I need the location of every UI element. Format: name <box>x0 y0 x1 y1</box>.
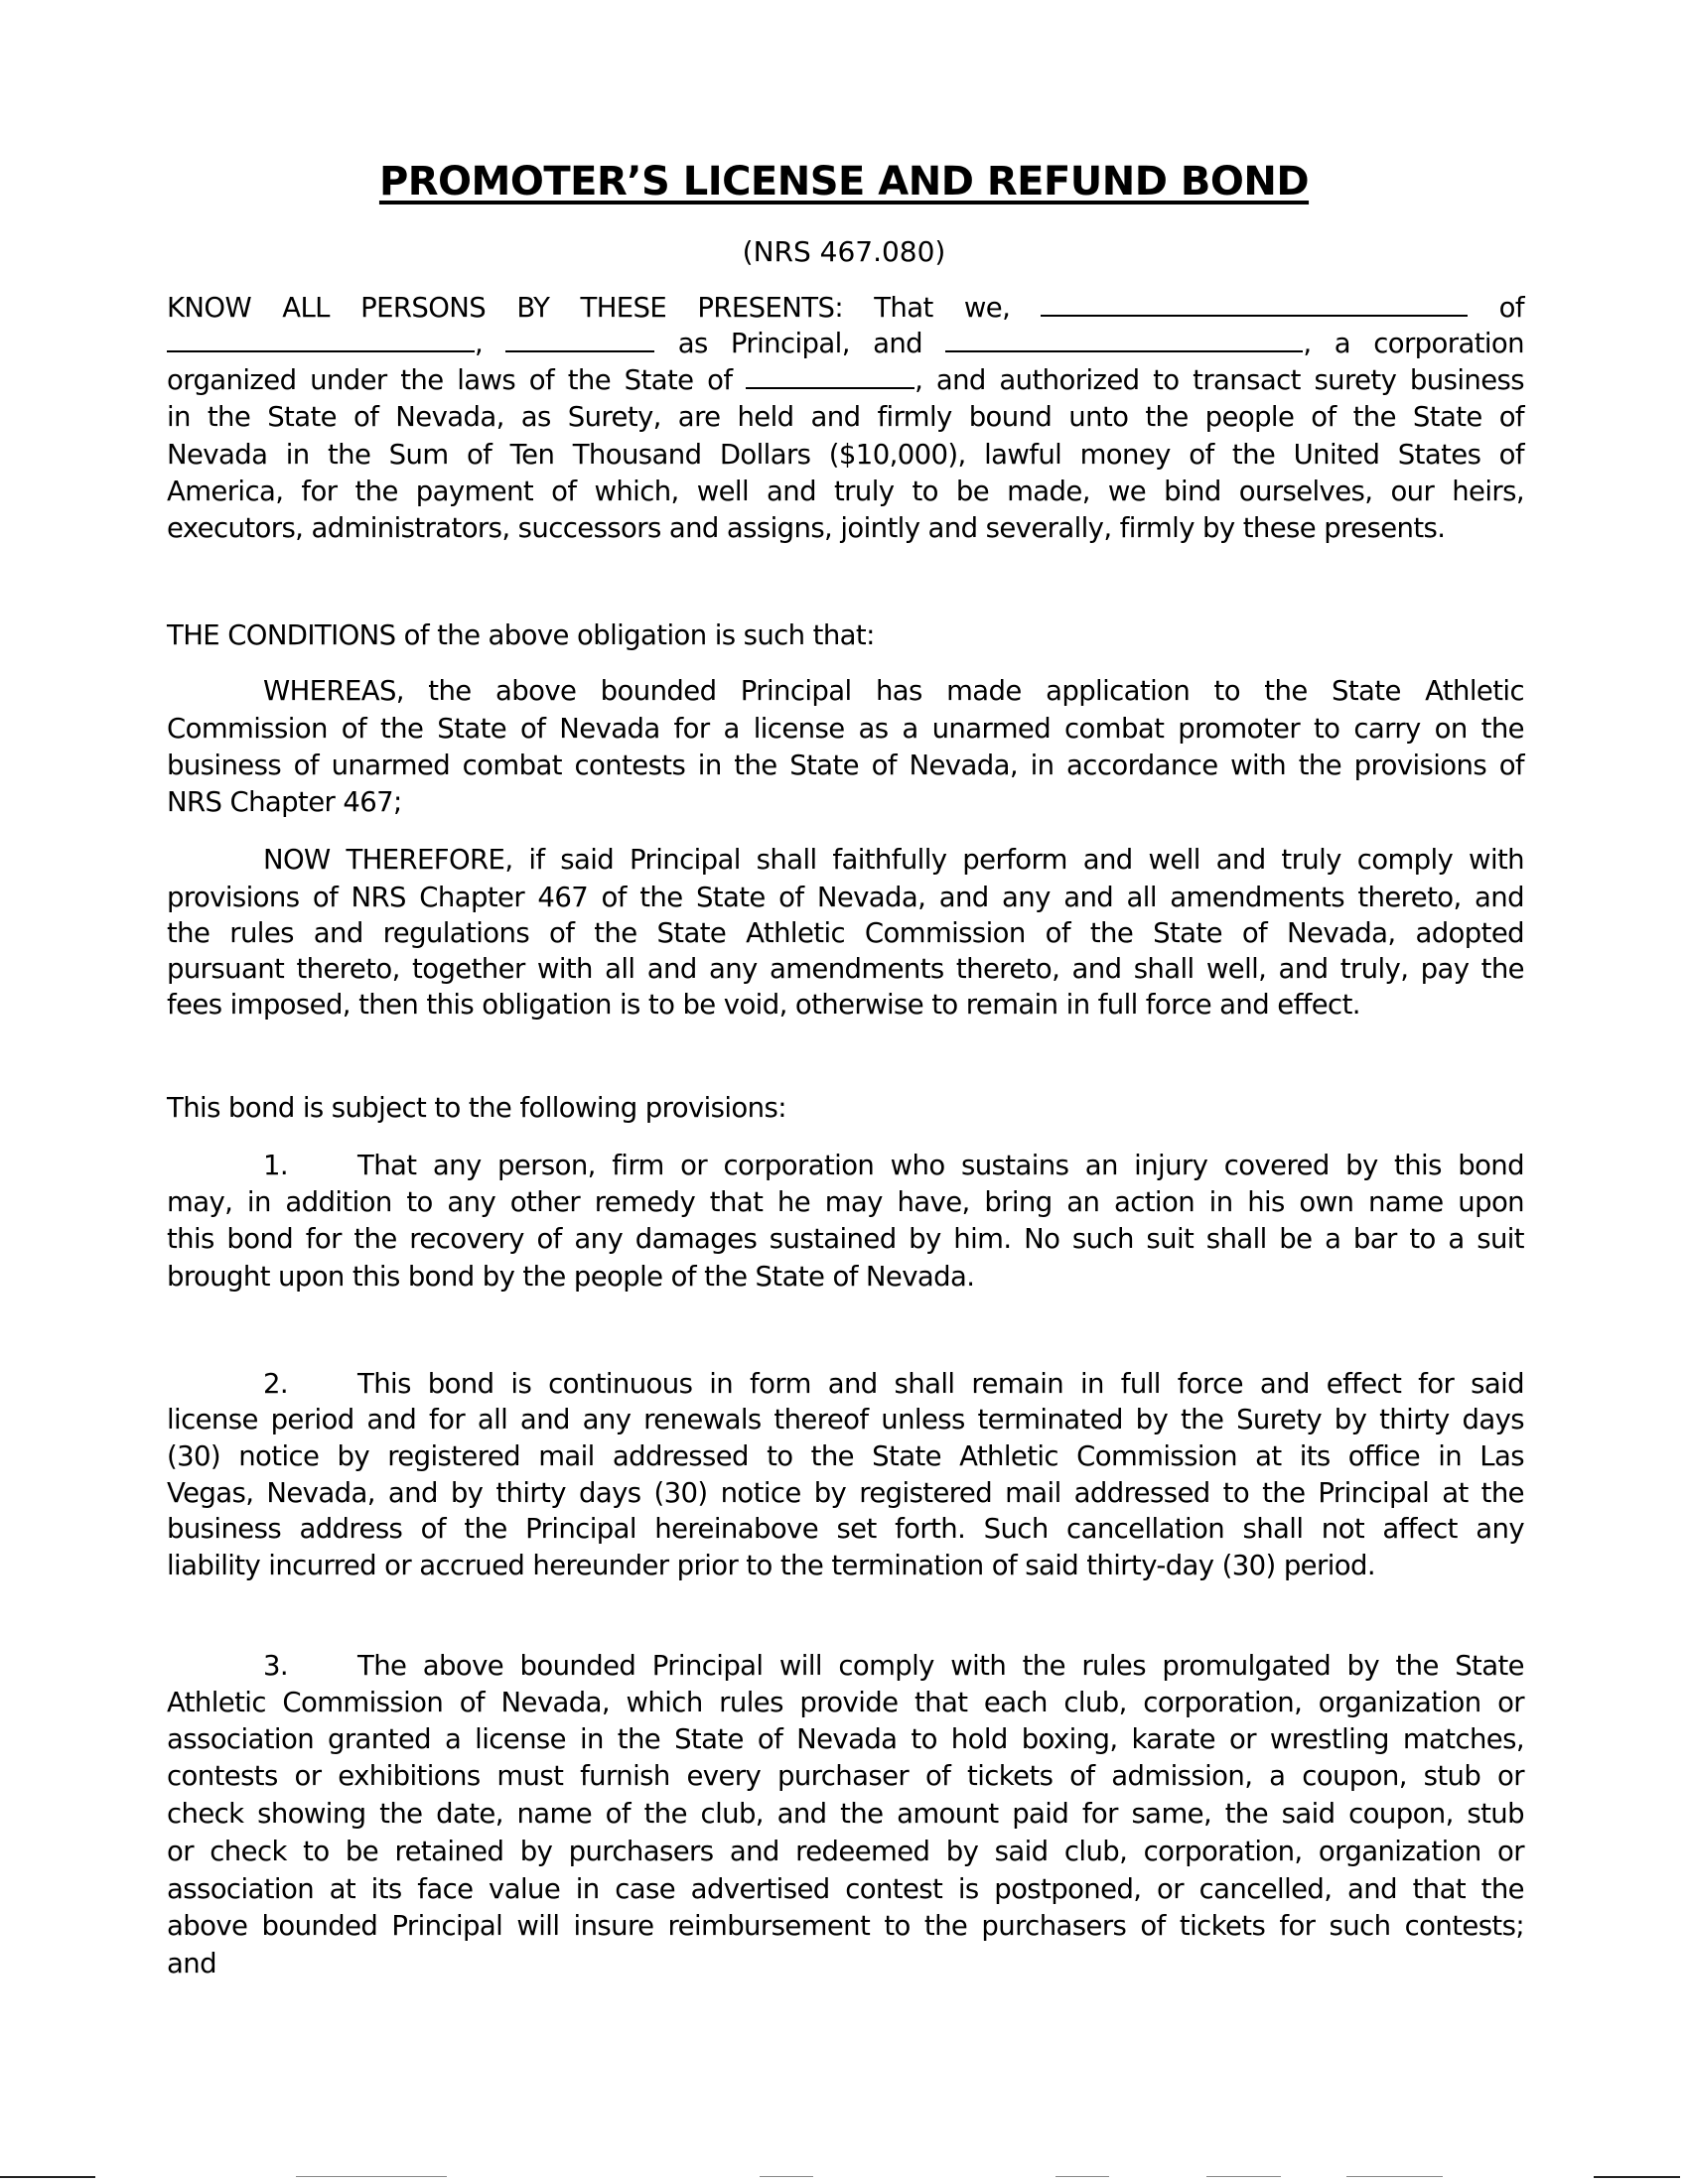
scan-artifact-line <box>1346 2176 1443 2177</box>
now-therefore-line: NOW THEREFORE, if said Principal shall faithfully perform and well and truly comply with <box>263 844 1524 876</box>
now-therefore-line: fees imposed, then this obligation is to be void, otherwise to remain in full force and effect. <box>167 989 1360 1021</box>
provision-3-line: or check to be retained by purchasers and redeemed by said club, corporation, organization or <box>167 1836 1524 1867</box>
preamble-line: America, for the payment of which, well and truly to be made, we bind ourselves, our heirs, <box>167 476 1524 507</box>
scan-artifact-line <box>760 2176 813 2177</box>
provision-3-first-line <box>167 1648 1524 1684</box>
whereas-line: WHEREAS, the above bounded Principal has made application to the State Athletic <box>263 675 1524 707</box>
principal-name-field[interactable] <box>1041 291 1468 317</box>
conditions-heading: THE CONDITIONS of the above obligation is such that: <box>167 619 875 651</box>
whereas-line: Commission of the State of Nevada for a license as a unarmed combat promoter to carry on the <box>167 713 1524 745</box>
preamble-line: executors, administrators, successors and assigns, jointly and severally, firmly by these presents. <box>167 512 1446 544</box>
preamble-line-3 <box>167 362 1524 398</box>
whereas-line: NRS Chapter 467; <box>167 786 402 818</box>
provision-number: 1. <box>263 1150 289 1181</box>
provision-2-line: license period and for all and any renewals thereof unless terminated by the Surety by thirty days <box>167 1404 1524 1435</box>
provision-3-line: check showing the date, name of the club, and the amount paid for same, the said coupon, stub <box>167 1798 1524 1830</box>
preamble-line-2 <box>167 326 1524 361</box>
provision-2-first-line <box>167 1366 1524 1402</box>
surety-name-field[interactable] <box>945 327 1303 352</box>
principal-state-field[interactable] <box>505 327 654 352</box>
provision-3-line: association at its face value in case advertised contest is postponed, or cancelled, and that the <box>167 1873 1524 1905</box>
preamble-text: as Principal, and <box>677 328 923 359</box>
provision-2-line: liability incurred or accrued hereunder prior to the termination of said thirty-day (30) period. <box>167 1550 1375 1581</box>
provision-number: 3. <box>263 1650 289 1682</box>
preamble-line: in the State of Nevada, as Surety, are held and firmly bound unto the people of the State of <box>167 401 1524 433</box>
whereas-line: business of unarmed combat contests in the State of Nevada, in accordance with the provisions of <box>167 750 1524 781</box>
comma: , <box>475 328 484 359</box>
preamble-text: KNOW ALL PERSONS BY THESE PRESENTS: That we, <box>167 292 1011 324</box>
preamble-text: organized under the laws of the State of <box>167 364 733 396</box>
surety-state-field[interactable] <box>746 363 914 389</box>
provision-1-line: brought upon this bond by the people of the State of Nevada. <box>167 1261 975 1293</box>
document-title <box>0 157 1688 206</box>
provision-text: This bond is continuous in form and shall remain in full force and effect for said <box>357 1368 1524 1400</box>
provision-3-line: Athletic Commission of Nevada, which rules provide that each club, corporation, organization or <box>167 1687 1524 1718</box>
preamble-text: of <box>1498 292 1524 324</box>
preamble-line: Nevada in the Sum of Ten Thousand Dollars ($10,000), lawful money of the United States of <box>167 439 1524 471</box>
now-therefore-line: pursuant thereto, together with all and any amendments thereto, and shall well, and truly, pay the <box>167 953 1524 985</box>
scan-artifact-line <box>1055 2176 1109 2177</box>
provision-2-line: Vegas, Nevada, and by thirty days (30) notice by registered mail addressed to the Principal at the <box>167 1477 1524 1509</box>
provision-3-line: above bounded Principal will insure reimbursement to the purchasers of tickets for such contests; <box>167 1910 1524 1942</box>
provision-text: The above bounded Principal will comply with the rules promulgated by the State <box>357 1650 1524 1682</box>
provision-number: 2. <box>263 1368 289 1400</box>
provision-2-line: business address of the Principal hereinabove set forth. Such cancellation shall not affect any <box>167 1513 1524 1545</box>
scan-artifact-line <box>1206 2176 1281 2177</box>
scan-artifact-line <box>0 2176 95 2178</box>
provision-3-line: and <box>167 1948 216 1979</box>
title-text: PROMOTER’S LICENSE AND REFUND BOND <box>378 159 1310 205</box>
now-therefore-line: the rules and regulations of the State Athletic Commission of the State of Nevada, adopted <box>167 917 1524 949</box>
preamble-line-1 <box>167 290 1524 326</box>
principal-city-field[interactable] <box>167 327 475 352</box>
provision-1-line: this bond for the recovery of any damages sustained by him. No such suit shall be a bar to a suit <box>167 1223 1524 1255</box>
statute-citation: (NRS 467.080) <box>742 235 946 268</box>
now-therefore-line: provisions of NRS Chapter 467 of the State of Nevada, and any and all amendments thereto, and <box>167 882 1524 913</box>
provision-3-line: association granted a license in the State of Nevada to hold boxing, karate or wrestling matches, <box>167 1723 1524 1755</box>
provision-text: That any person, firm or corporation who sustains an injury covered by this bond <box>357 1150 1524 1181</box>
provision-2-line: (30) notice by registered mail addressed to the State Athletic Commission at its office in Las <box>167 1440 1524 1472</box>
preamble-text: , a corporation <box>1303 328 1524 359</box>
scan-artifact-line <box>1594 2176 1680 2178</box>
provision-3-line: contests or exhibitions must furnish every purchaser of tickets of admission, a coupon, stub or <box>167 1760 1524 1792</box>
provision-1-line: may, in addition to any other remedy that he may have, bring an action in his own name upon <box>167 1186 1524 1218</box>
preamble-text: , and authorized to transact surety business <box>914 364 1524 396</box>
provisions-heading: This bond is subject to the following provisions: <box>167 1092 786 1124</box>
provision-1-first-line <box>167 1148 1524 1183</box>
scan-artifact-line <box>296 2176 447 2177</box>
